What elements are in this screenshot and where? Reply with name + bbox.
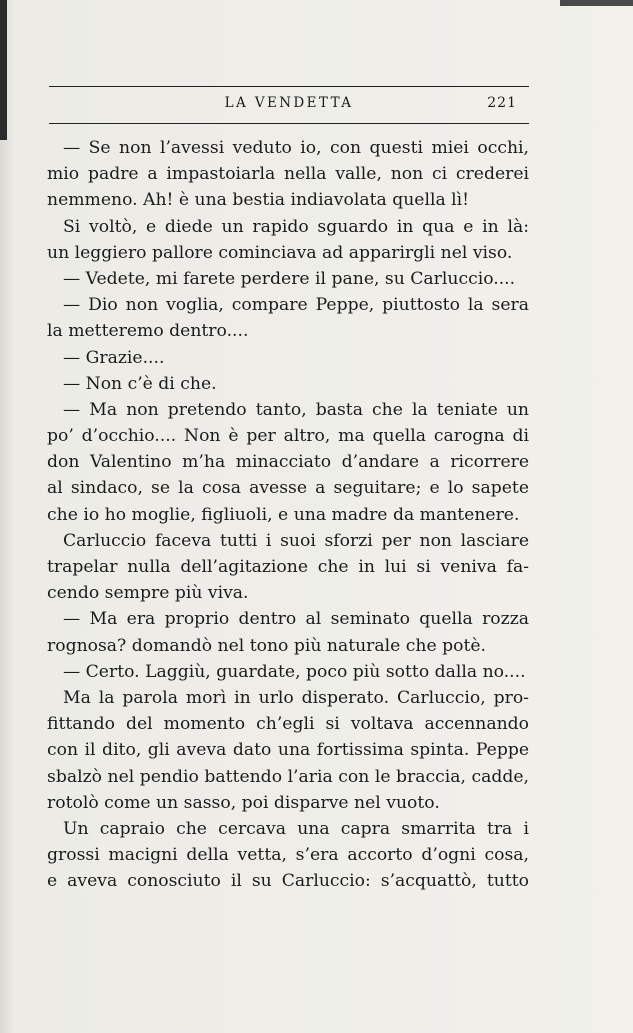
text-line: po’ d’occhio.... Non è per altro, ma quella carogna di [47, 426, 529, 447]
text-line: al sindaco, se la cosa avesse a seguitare; e lo sapete [47, 478, 529, 499]
text-line: Carluccio faceva tutti i suoi sforzi per non lasciare [63, 530, 529, 551]
running-head-title: LA VENDETTA [224, 95, 354, 111]
page-number: 221 [487, 95, 517, 111]
body-text [47, 135, 529, 894]
text-line: Un capraio che cercava una capra smarrita tra i [63, 818, 529, 839]
binding-shadow [0, 0, 7, 140]
text-line: grossi macigni della vetta, s’era accorto d’ogni cosa, [47, 845, 529, 866]
text-line: mio padre a impastoiarla nella valle, non ci crederei [47, 164, 529, 185]
text-line: Ma la parola morì in urlo disperato. Carluccio, pro- [63, 687, 529, 708]
text-line: con il dito, gli aveva dato una fortissima spinta. Peppe [47, 740, 529, 761]
running-head [49, 86, 529, 124]
text-line: — Se non l’avessi veduto io, con questi miei occhi, [63, 138, 529, 158]
text-line: — Dio non voglia, compare Peppe, piuttosto la sera [63, 295, 529, 316]
text-line: — Certo. Laggiù, guardate, poco più sotto dalla no.... [63, 661, 526, 682]
text-line: un leggiero pallore cominciava ad apparirgli nel viso. [47, 242, 513, 263]
text-line: nemmeno. Ah! è una bestia indiavolata quella lì! [47, 190, 470, 211]
text-line: e aveva conosciuto il su Carluccio: s’acquattò, tutto [47, 871, 529, 892]
text-line: rognosa? domandò nel tono più naturale che potè. [47, 635, 486, 656]
text-line: fittando del momento ch’egli si voltava accennando [47, 714, 529, 735]
text-line: — Non c’è di che. [63, 373, 217, 394]
text-line: cendo sempre più viva. [47, 583, 249, 604]
text-line: — Ma era proprio dentro al seminato quella rozza [63, 609, 529, 630]
page-edge-shadow [560, 0, 633, 6]
text-line: rotolò come un sasso, poi disparve nel vuoto. [47, 792, 440, 813]
text-line: la metteremo dentro.... [47, 321, 249, 342]
text-line: — Ma non pretendo tanto, basta che la teniate un [63, 399, 529, 420]
text-line: — Grazie.... [63, 347, 165, 368]
text-line: Si voltò, e diede un rapido sguardo in qua e in là: [63, 216, 529, 237]
text-line: — Vedete, mi farete perdere il pane, su Carluccio.... [63, 268, 516, 289]
text-line: trapelar nulla dell’agitazione che in lui si veniva fa- [47, 557, 529, 577]
text-line: don Valentino m’ha minacciato d’andare a ricorrere [47, 452, 529, 473]
text-line: sbalzò nel pendio battendo l’aria con le braccia, cadde, [47, 766, 529, 787]
text-line: che io ho moglie, figliuoli, e una madre da mantenere. [47, 504, 520, 525]
